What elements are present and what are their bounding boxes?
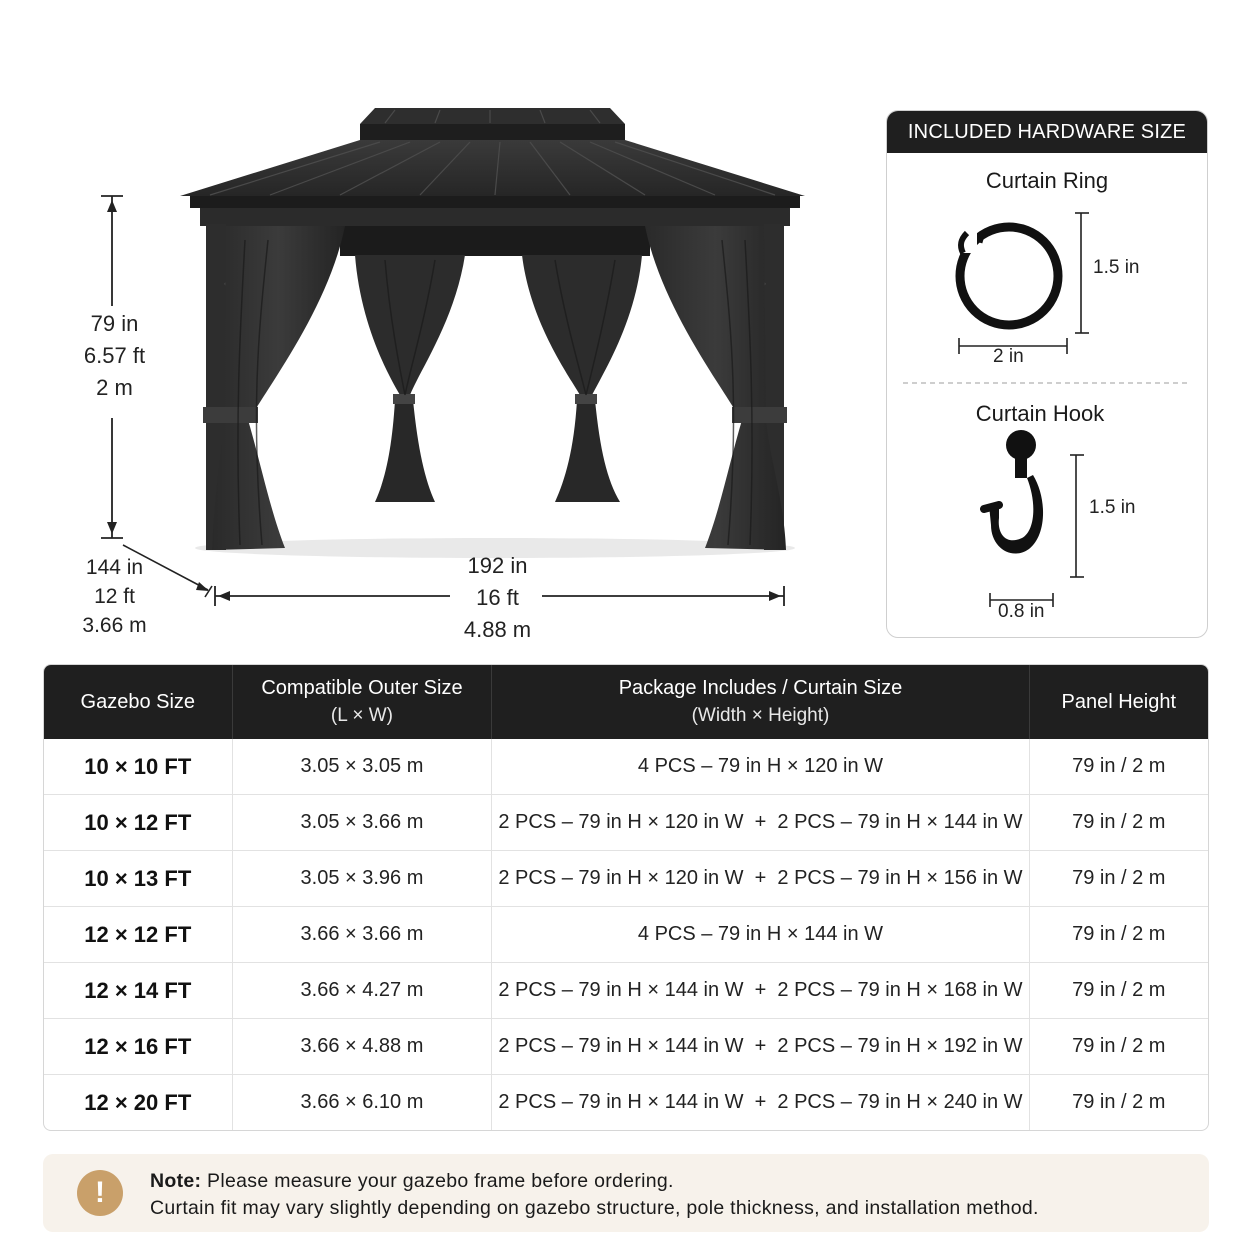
width-m: 4.88 m [463, 617, 532, 642]
depth-m: 3.66 m [82, 614, 147, 637]
gazebo-size-cell: 12 × 14 FT [44, 962, 233, 1018]
curtain-ring-icon [959, 227, 1058, 325]
outer-size-cell: 3.05 × 3.05 m [233, 739, 493, 794]
header-package: Package Includes / Curtain Size (Width × Height) [492, 665, 1029, 739]
table-row [44, 850, 1208, 906]
header-panel-height: Panel Height [1030, 665, 1208, 739]
panel-height-cell: 79 in / 2 m [1072, 755, 1166, 777]
outer-size-cell: 3.66 × 6.10 m [233, 1074, 493, 1130]
outer-size-cell: 3.05 × 3.96 m [233, 850, 493, 906]
curtain-ring-width: 2 in [993, 346, 1024, 367]
note-label: Note: [150, 1170, 202, 1192]
gazebo-size-cell: 12 × 20 FT [44, 1074, 233, 1130]
table-row [44, 906, 1208, 962]
panel-height-cell: 79 in / 2 m [1030, 962, 1208, 1018]
header-gazebo-size: Gazebo Size [44, 665, 233, 739]
width-in: 192 in [467, 553, 528, 578]
outer-size-cell: 3.66 × 3.66 m [233, 906, 493, 962]
panel-height-cell: 79 in / 2 m [1030, 1018, 1208, 1074]
package-cell: 2 PCS – 79 in H × 120 in W + 2 PCS – 79 in H × 144 in W [492, 794, 1029, 850]
depth-dimension [62, 553, 167, 640]
height-m: 2 m [96, 375, 133, 400]
panel-height-cell: 79 in / 2 m [1030, 1074, 1208, 1130]
curtain-hook-width: 0.8 in [998, 601, 1045, 622]
curtain-ring-label: Curtain Ring [985, 168, 1109, 193]
table-row [44, 1074, 1208, 1130]
outer-size-cell: 3.66 × 4.27 m [233, 962, 493, 1018]
note-line-2: Curtain fit may vary slightly depending on gazebo structure, pole thickness, and installation method. [150, 1197, 1039, 1219]
table-row [44, 794, 1208, 850]
table-row [44, 1018, 1208, 1074]
width-dimension [430, 550, 565, 646]
package-cell: 2 PCS – 79 in H × 120 in W + 2 PCS – 79 in H × 156 in W [492, 850, 1029, 906]
package-cell: 2 PCS – 79 in H × 144 in W + 2 PCS – 79 in H × 168 in W [492, 962, 1029, 1018]
panel-height-cell: 79 in / 2 m [1030, 794, 1208, 850]
note-text [150, 1168, 1039, 1222]
curtain-hook-label: Curtain Hook [975, 401, 1105, 426]
hardware-panel [886, 110, 1208, 638]
hardware-drawings [887, 153, 1207, 637]
width-ft: 16 ft [476, 585, 519, 610]
table-header-row [44, 665, 1208, 739]
exclamation-icon: ! [77, 1170, 123, 1216]
curtain-hook-height: 1.5 in [1089, 497, 1136, 518]
package-cell: 2 PCS – 79 in H × 144 in W + 2 PCS – 79 in H × 192 in W [492, 1018, 1029, 1074]
panel-height-cell: 79 in / 2 m [1030, 850, 1208, 906]
table-row [44, 962, 1208, 1018]
gazebo-size-cell: 12 × 16 FT [44, 1018, 233, 1074]
height-dimension [62, 308, 167, 404]
gazebo-size-cell: 10 × 10 FT [44, 739, 233, 794]
panel-height-cell: 79 in / 2 m [1030, 906, 1208, 962]
curtain-ring-height: 1.5 in [1093, 257, 1140, 278]
gazebo-size-cell: 12 × 12 FT [44, 906, 233, 962]
note-line-1: Please measure your gazebo frame before ordering. [207, 1170, 674, 1192]
height-ft: 6.57 ft [83, 343, 146, 368]
note-box [43, 1154, 1209, 1232]
depth-ft: 12 ft [94, 585, 135, 608]
outer-size-cell: 3.66 × 4.88 m [233, 1018, 493, 1074]
package-cell: 4 PCS – 79 in H × 144 in W [492, 906, 1029, 962]
depth-in: 144 in [85, 556, 144, 579]
package-cell: 2 PCS – 79 in H × 144 in W + 2 PCS – 79 in H × 240 in W [492, 1074, 1029, 1130]
outer-size-cell: 3.05 × 3.66 m [233, 794, 493, 850]
hardware-panel-title: INCLUDED HARDWARE SIZE [887, 111, 1207, 153]
curtain-size-table [43, 664, 1209, 1131]
gazebo-size-cell: 10 × 12 FT [44, 794, 233, 850]
curtain-hook-icon [984, 430, 1043, 554]
gazebo-size-cell: 10 × 13 FT [44, 850, 233, 906]
height-in: 79 in [90, 311, 139, 336]
header-outer-size: Compatible Outer Size (L × W) [233, 665, 493, 739]
table-row [44, 739, 1208, 794]
package-cell: 4 PCS – 79 in H × 120 in W [492, 739, 1029, 794]
